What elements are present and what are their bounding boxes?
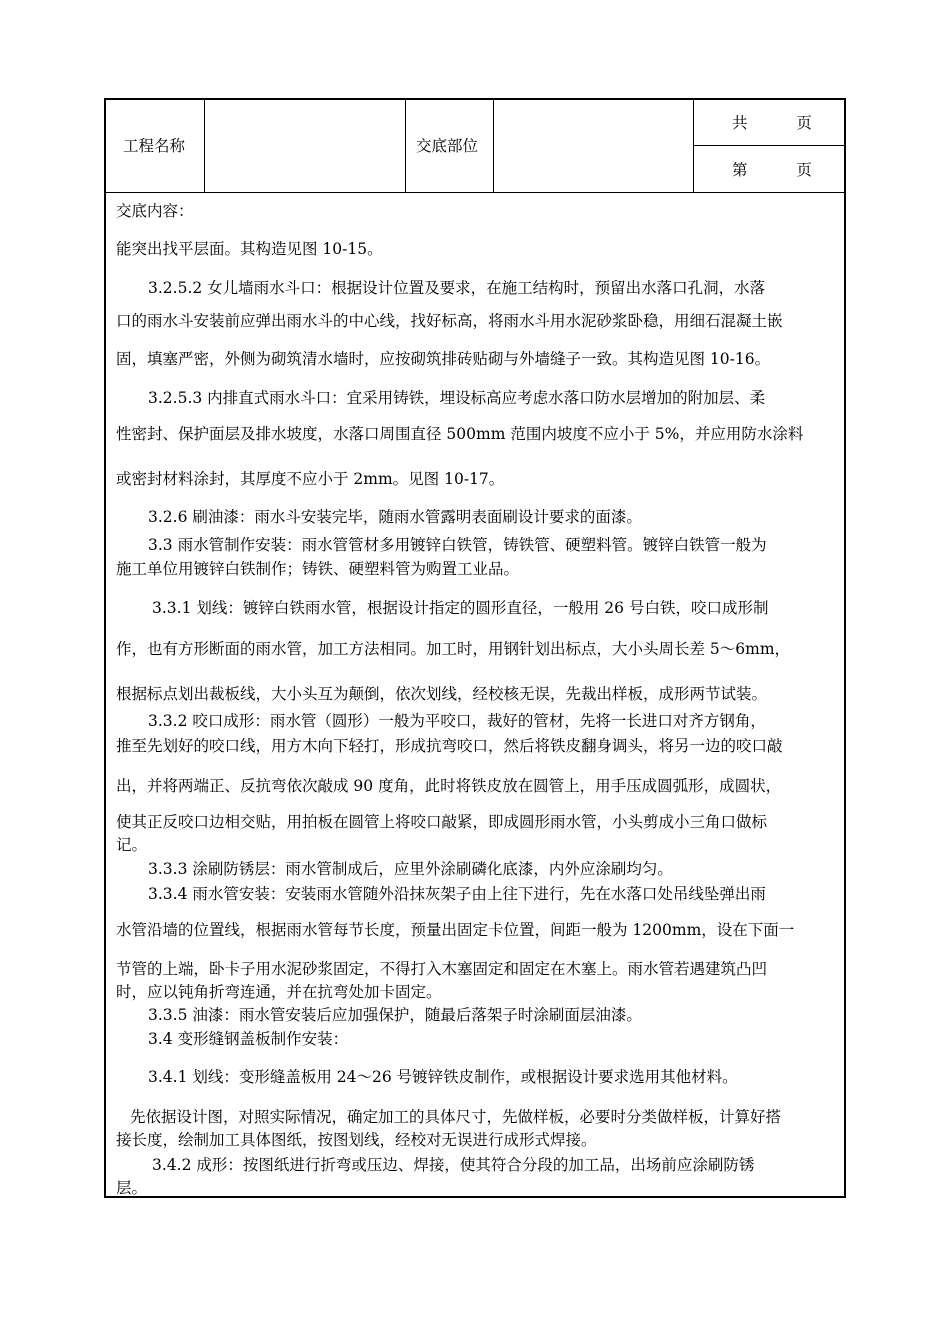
- form-header: [106, 100, 844, 193]
- divider: [204, 100, 205, 192]
- text-line: 固，填塞严密，外侧为砌筑清水墙时，应按砌筑排砖贴砌与外墙缝子一致。其构造见图 10-16。: [116, 350, 771, 368]
- text-line: 推至先划好的咬口线，用方木向下轻打，形成抗弯咬口，然后将铁皮翻身调头，将另一边的咬口敲: [116, 737, 783, 755]
- total-pages: 共 页: [732, 114, 812, 132]
- text-line: 3.3.4 雨水管安装：安装雨水管随外沿抹灰架子由上往下进行，先在水落口处吊线坠弹出雨: [148, 885, 766, 903]
- text-line: 3.2.5.2 女儿墙雨水斗口：根据设计位置及要求，在施工结构时，预留出水落口孔洞，水落: [148, 279, 766, 297]
- project-name-label: 工程名称: [123, 137, 186, 155]
- text-line: 节管的上端，卧卡子用水泥砂浆固定，不得打入木塞固定和固定在木塞上。雨水管若遇建筑凸凹: [116, 960, 768, 978]
- text-line: 3.4.1 划线：变形缝盖板用 24～26 号镀锌铁皮制作，或根据设计要求选用其他材料。: [148, 1068, 738, 1086]
- divider: [693, 100, 694, 192]
- text-line: 能突出找平层面。其构造见图 10-15。: [116, 240, 383, 258]
- text-line: 出，并将两端正、反抗弯依次敲成 90 度角，此时将铁皮放在圆管上，用手压成圆弧形，成圆状，: [116, 777, 782, 795]
- text-line: 水管沿墙的位置线，根据雨水管每节长度，预量出固定卡位置，间距一般为 1200mm，设在下面一: [116, 921, 795, 939]
- text-line: 3.2.6 刷油漆：雨水斗安装完毕，随雨水管露明表面刷设计要求的面漆。: [148, 508, 642, 526]
- location-field[interactable]: [496, 102, 690, 190]
- text-line: 3.3.5 油漆：雨水管安装后应加强保护，随最后落架子时涂刷面层油漆。: [148, 1006, 642, 1024]
- divider: [493, 100, 494, 192]
- text-line: 根据标点划出裁板线，大小头互为颠倒，依次划线，经校核无误，先裁出样板，成形两节试装。: [116, 685, 768, 703]
- location-label: 交底部位: [416, 137, 479, 155]
- text-line: 施工单位用镀锌白铁制作；铸铁、硬塑料管为购置工业品。: [116, 560, 520, 578]
- text-line: 记。: [116, 836, 148, 854]
- text-line: 先依据设计图，对照实际情况，确定加工的具体尺寸，先做样板，必要时分类做样板，计算好搭: [130, 1108, 782, 1126]
- text-line: 3.3.3 涂刷防锈层：雨水管制成后，应里外涂刷磷化底漆，内外应涂刷均匀。: [148, 860, 673, 878]
- text-line: 时，应以钝角折弯连通，并在抗弯处加卡固定。: [116, 983, 442, 1001]
- text-line: 性密封、保护面层及排水坡度，水落口周围直径 500mm 范围内坡度不应小于 5%，并应用防水涂料: [116, 425, 804, 443]
- text-line: 3.3 雨水管制作安装：雨水管管材多用镀锌白铁管，铸铁管、硬塑料管。镀锌白铁管一般为: [148, 536, 767, 554]
- text-line: 使其正反咬口边相交贴，用拍板在圆管上将咬口敲紧，即成圆形雨水管，小头剪成小三角口做标: [116, 813, 768, 831]
- text-line: 3.4 变形缝钢盖板制作安装：: [148, 1030, 349, 1048]
- text-line: 3.3.2 咬口成形：雨水管（圆形）一般为平咬口，裁好的管材，先将一长进口对齐方钢角，: [148, 712, 766, 730]
- text-line: 或密封材料涂封，其厚度不应小于 2mm。见图 10-17。: [116, 470, 505, 488]
- text-line: 口的雨水斗安装前应弹出雨水斗的中心线，找好标高，将雨水斗用水泥砂浆卧稳，用细石混凝土嵌: [116, 312, 783, 330]
- text-line: 3.2.5.3 内排直式雨水斗口：宜采用铸铁，埋设标高应考虑水落口防水层增加的附加层、柔: [148, 389, 766, 407]
- content-label: 交底内容：: [116, 202, 194, 220]
- page-number: 第 页: [732, 161, 812, 179]
- divider: [405, 100, 406, 192]
- divider: [693, 145, 844, 146]
- text-line: 3.3.1 划线：镀锌白铁雨水管，根据设计指定的圆形直径，一般用 26 号白铁，咬口成形制: [152, 599, 769, 617]
- text-line: 3.4.2 成形：按图纸进行折弯或压边、焊接，使其符合分段的加工品，出场前应涂刷防锈: [152, 1156, 755, 1174]
- text-line: 作，也有方形断面的雨水管，加工方法相同。加工时，用钢针划出标点，大小头周长差 5～6mm，: [116, 640, 791, 658]
- text-line: 接长度，绘制加工具体图纸，按图划线，经校对无误进行成形式焊接。: [116, 1131, 597, 1149]
- project-name-field[interactable]: [207, 102, 401, 190]
- disclosure-form: [104, 98, 846, 1198]
- text-line: 层。: [116, 1179, 148, 1197]
